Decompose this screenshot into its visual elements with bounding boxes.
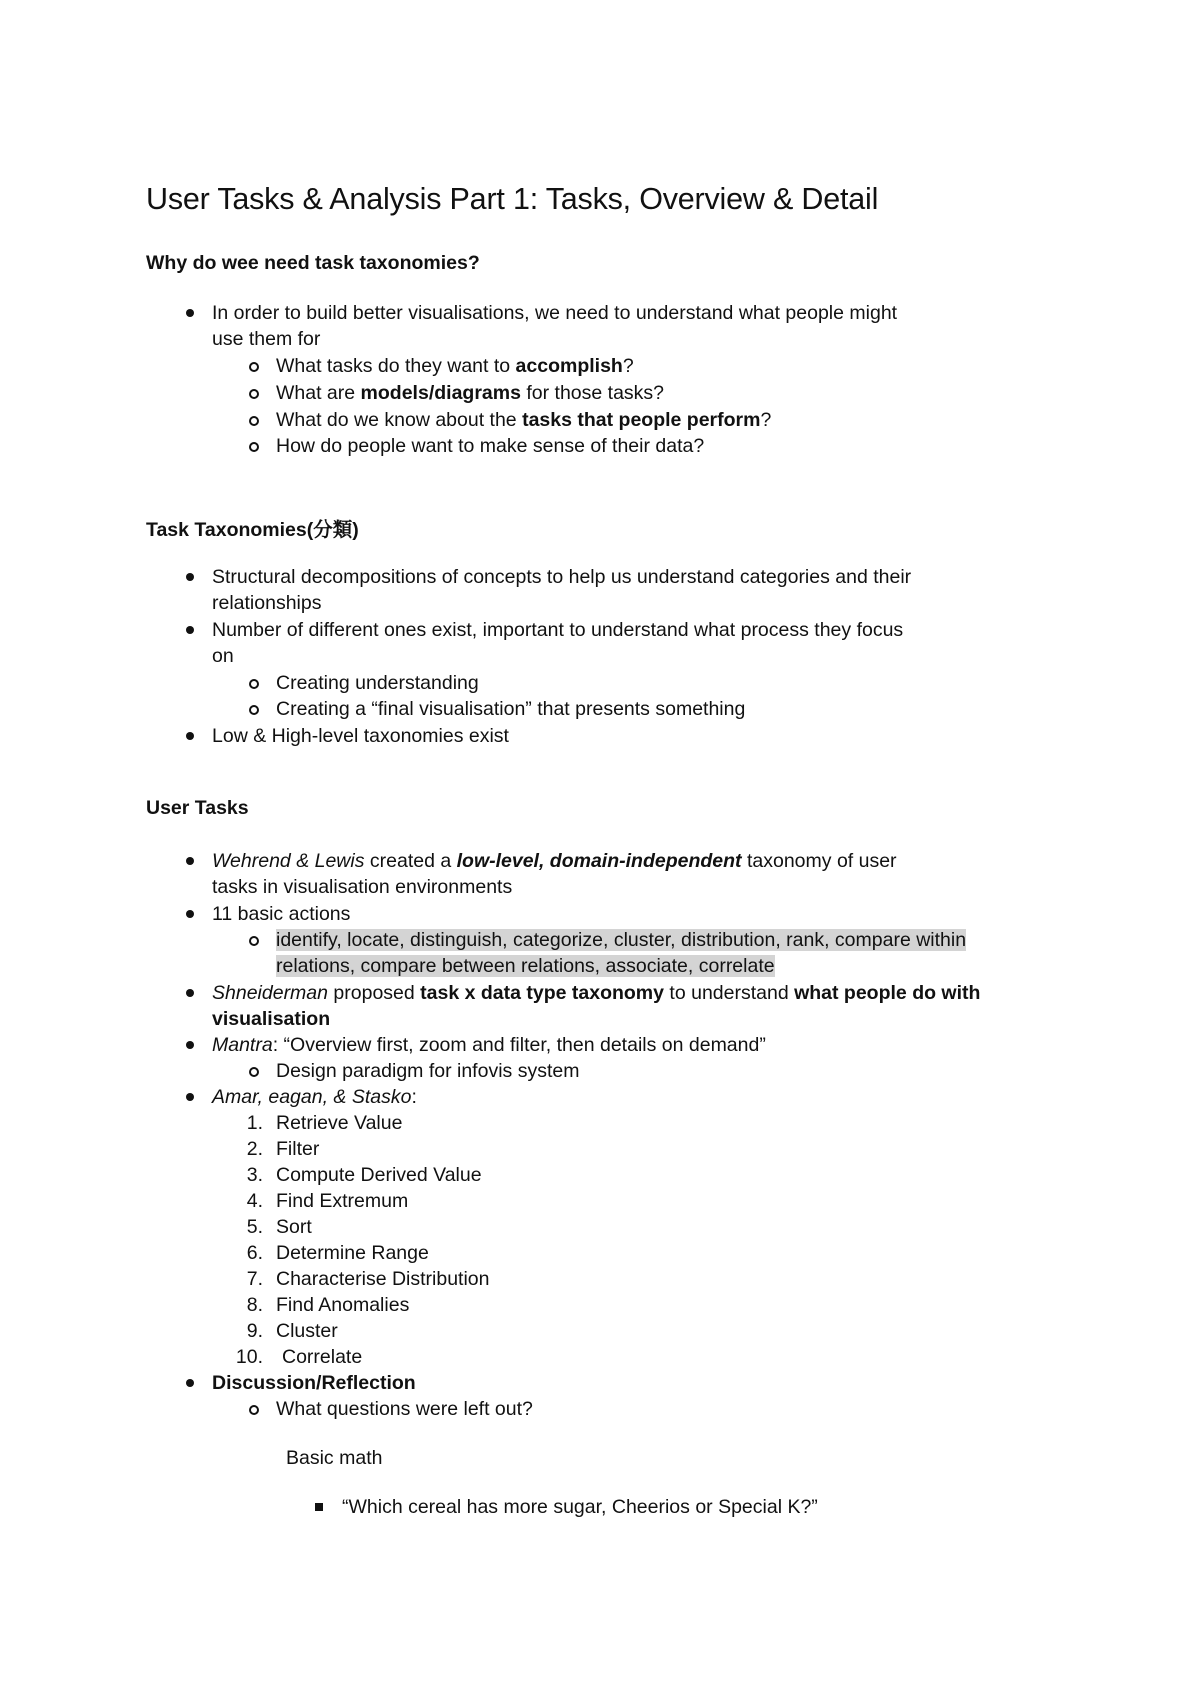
numbered-item: Characterise Distribution bbox=[276, 1268, 490, 1290]
bullet-icon bbox=[186, 910, 194, 918]
list-number: 1. bbox=[246, 1112, 263, 1134]
list-number: 6. bbox=[246, 1242, 263, 1264]
list-item: Structural decompositions of concepts to help us understand categories and their bbox=[212, 566, 912, 588]
list-item-continued: tasks in visualisation environments bbox=[212, 876, 513, 898]
numbered-item: Find Anomalies bbox=[276, 1294, 410, 1316]
list-item: Number of different ones exist, important to understand what process they focus bbox=[212, 619, 904, 641]
list-item-continued: relationships bbox=[212, 592, 322, 614]
circle-bullet-icon bbox=[249, 362, 259, 372]
circle-bullet-icon bbox=[249, 389, 259, 399]
circle-bullet-icon bbox=[249, 442, 259, 452]
numbered-item: Compute Derived Value bbox=[276, 1164, 482, 1186]
list-item-continued: on bbox=[212, 645, 234, 667]
bullet-icon bbox=[186, 1041, 194, 1049]
numbered-item: Correlate bbox=[282, 1346, 363, 1368]
square-bullet-icon bbox=[315, 1503, 323, 1511]
list-number: 3. bbox=[246, 1164, 263, 1186]
quote-item: “Which cereal has more sugar, Cheerios or Special K?” bbox=[342, 1496, 818, 1518]
note-text: Basic math bbox=[286, 1447, 383, 1469]
section-heading: Why do wee need task taxonomies? bbox=[146, 252, 480, 274]
numbered-item: Determine Range bbox=[276, 1242, 429, 1264]
list-number: 10. bbox=[235, 1346, 263, 1368]
sub-list-item: What tasks do they want to accomplish? bbox=[276, 355, 634, 377]
bullet-icon bbox=[186, 573, 194, 581]
highlighted-text: identify, locate, distinguish, categorize, cluster, distribution, rank, compare within bbox=[276, 929, 967, 951]
list-item: Low & High-level taxonomies exist bbox=[212, 725, 509, 747]
list-item-continued: use them for bbox=[212, 328, 321, 350]
bullet-icon bbox=[186, 1093, 194, 1101]
sub-list-item: Creating a “final visualisation” that presents something bbox=[276, 698, 746, 720]
page-title: User Tasks & Analysis Part 1: Tasks, Overview & Detail bbox=[146, 182, 879, 216]
list-item: Discussion/Reflection bbox=[212, 1372, 416, 1394]
bullet-icon bbox=[186, 857, 194, 865]
list-item: Amar, eagan, & Stasko: bbox=[212, 1086, 417, 1108]
list-item: Shneiderman proposed task x data type taxonomy to understand what people do with bbox=[212, 982, 981, 1004]
bullet-icon bbox=[186, 989, 194, 997]
sub-list-item-continued bbox=[276, 953, 775, 979]
circle-bullet-icon bbox=[249, 936, 259, 946]
numbered-item: Retrieve Value bbox=[276, 1112, 403, 1134]
section-heading: Task Taxonomies(分類) bbox=[146, 519, 359, 541]
sub-list-item bbox=[276, 927, 966, 953]
bullet-icon bbox=[186, 1379, 194, 1387]
numbered-item: Sort bbox=[276, 1216, 312, 1238]
circle-bullet-icon bbox=[249, 416, 259, 426]
circle-bullet-icon bbox=[249, 1067, 259, 1077]
list-item-continued: visualisation bbox=[212, 1008, 331, 1030]
list-item: Mantra: “Overview first, zoom and filter, then details on demand” bbox=[212, 1034, 766, 1056]
list-number: 5. bbox=[246, 1216, 263, 1238]
sub-list-item: What are models/diagrams for those tasks? bbox=[276, 382, 665, 404]
numbered-item: Filter bbox=[276, 1138, 320, 1160]
numbered-item: Cluster bbox=[276, 1320, 338, 1342]
sub-list-item: What do we know about the tasks that people perform? bbox=[276, 409, 772, 431]
list-number: 4. bbox=[246, 1190, 263, 1212]
list-number: 8. bbox=[246, 1294, 263, 1316]
numbered-item: Find Extremum bbox=[276, 1190, 409, 1212]
sub-list-item: How do people want to make sense of their data? bbox=[276, 435, 705, 457]
circle-bullet-icon bbox=[249, 1405, 259, 1415]
bullet-icon bbox=[186, 626, 194, 634]
list-number: 9. bbox=[246, 1320, 263, 1342]
list-number: 7. bbox=[246, 1268, 263, 1290]
sub-list-item: Creating understanding bbox=[276, 672, 479, 694]
list-item: In order to build better visualisations, we need to understand what people might bbox=[212, 302, 898, 324]
highlighted-text: relations, compare between relations, associate, correlate bbox=[276, 955, 775, 977]
bullet-icon bbox=[186, 732, 194, 740]
sub-list-item: What questions were left out? bbox=[276, 1398, 533, 1420]
list-number: 2. bbox=[246, 1138, 263, 1160]
list-item: 11 basic actions bbox=[212, 903, 351, 925]
section-heading: User Tasks bbox=[146, 797, 249, 819]
circle-bullet-icon bbox=[249, 705, 259, 715]
list-item: Wehrend & Lewis created a low-level, domain-independent taxonomy of user bbox=[212, 850, 897, 872]
sub-list-item: Design paradigm for infovis system bbox=[276, 1060, 580, 1082]
circle-bullet-icon bbox=[249, 679, 259, 689]
bullet-icon bbox=[186, 309, 194, 317]
